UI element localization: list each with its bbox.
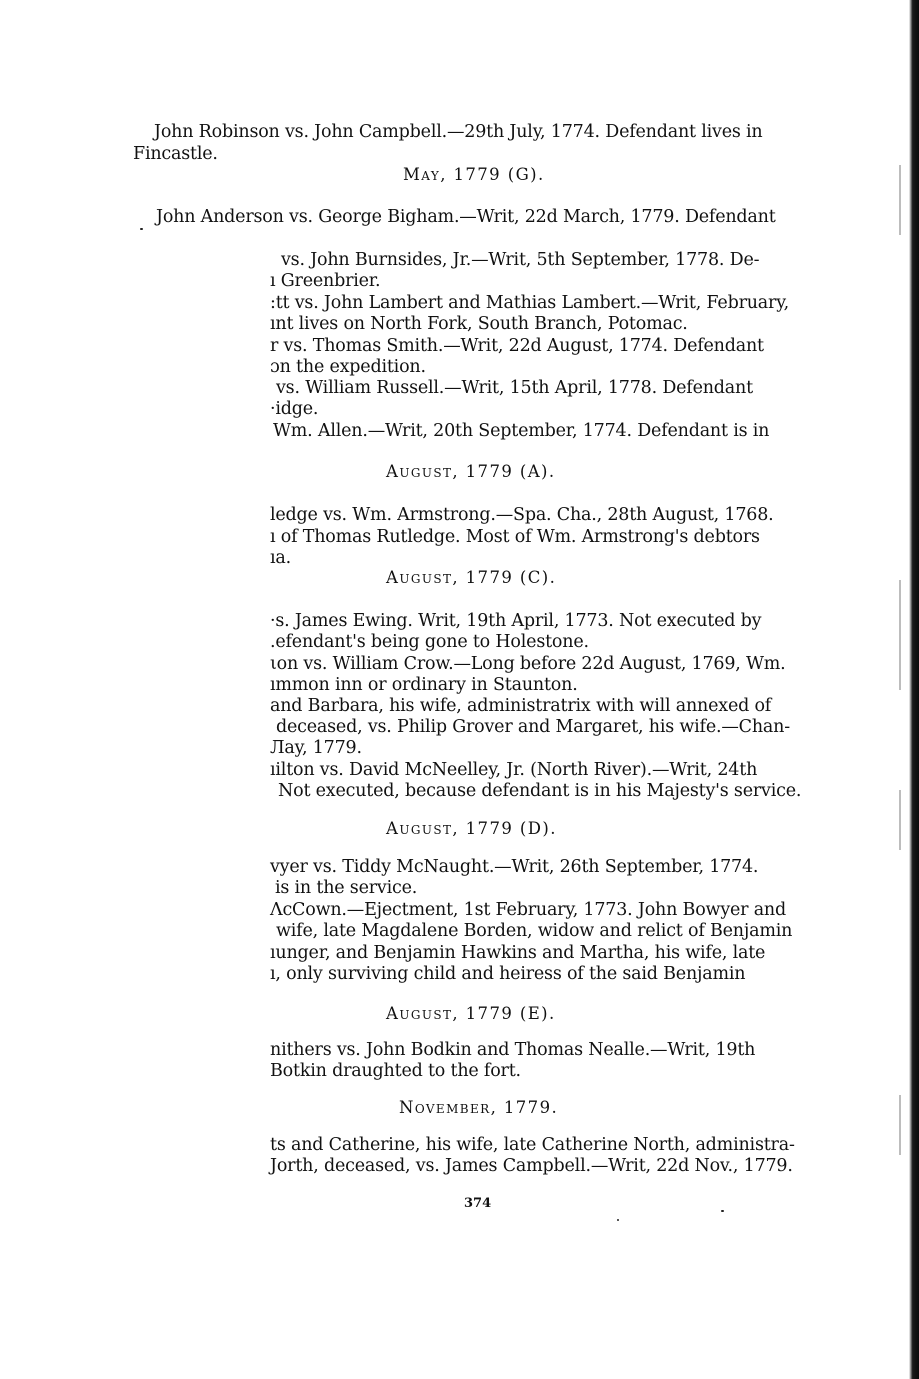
text-line: ɔn the expedition. [270,357,426,377]
text-line: ·s. James Ewing. Writ, 19th April, 1773. Not executed by [270,611,762,631]
text-line: vyer vs. Tiddy McNaught.—Writ, 26th September, 1774. [270,857,759,877]
text-line: r vs. Thomas Smith.—Writ, 22d August, 1774. Defendant [270,336,764,356]
heading-month: August [386,568,453,587]
text-line: vs. John Burnsides, Jr.—Writ, 5th September, 1778. De- [281,250,760,270]
heading-rest: , 1779 (G). [440,165,545,184]
ink-speck [617,1219,619,1221]
text-line: Botkin draughted to the fort. [270,1061,521,1081]
text-line: ıilton vs. David McNeelley, Jr. (North River).—Writ, 24th [270,760,758,780]
text-line: Fincastle. [133,144,218,164]
heading-rest: , 1779 (E). [452,1004,556,1023]
edge-mark [899,165,901,235]
edge-mark [899,580,901,690]
text-line: ·idge. [270,399,319,419]
ink-speck [140,228,143,230]
section-heading [386,818,557,840]
heading-rest: , 1779 (A). [452,462,556,481]
text-line: ΛcCown.—Ejectment, 1st February, 1773. John Bowyer and [270,900,786,920]
heading-month: May [403,165,441,184]
text-line: :tt vs. John Lambert and Mathias Lambert.—Writ, February, [270,293,789,313]
text-line: John Robinson vs. John Campbell.—29th July, 1774. Defendant lives in [154,122,763,142]
text-line: nithers vs. John Bodkin and Thomas Nealle.—Writ, 19th [270,1040,756,1060]
text-line: is in the service. [275,878,418,898]
heading-rest: , 1779 (D). [452,819,557,838]
edge-mark [899,1095,901,1155]
page-number: 374 [464,1196,492,1211]
section-heading [399,1097,558,1119]
text-line: John Anderson vs. George Bigham.—Writ, 22d March, 1779. Defendant [156,207,776,227]
text-line: ı, only surviving child and heiress of the said Benjamin [270,964,746,984]
text-line: Лay, 1779. [270,738,362,758]
text-line: and Barbara, his wife, administratrix with will annexed of [270,696,772,716]
text-line: ınt lives on North Fork, South Branch, Potomac. [270,314,688,334]
text-line: ιon vs. William Crow.—Long before 22d August, 1769, Wm. [270,654,786,674]
section-heading [386,567,556,589]
section-heading [386,1003,556,1025]
heading-month: August [386,1004,453,1023]
heading-month: November [399,1098,491,1117]
text-line: ıa. [270,548,291,568]
heading-rest: , 1779 (C). [452,568,557,587]
text-line: Jorth, deceased, vs. James Campbell.—Writ, 22d Nov., 1779. [270,1156,793,1176]
text-line: ı of Thomas Rutledge. Most of Wm. Armstrong's debtors [270,527,760,547]
heading-month: August [386,462,453,481]
text-line: .efendant's being gone to Holestone. [270,632,589,652]
heading-month: August [386,819,453,838]
edge-mark [899,790,901,850]
text-line: ı Greenbrier. [270,271,381,291]
text-line: ıunger, and Benjamin Hawkins and Martha, his wife, late [270,943,766,963]
text-line: Wm. Allen.—Writ, 20th September, 1774. Defendant is in [273,421,770,441]
text-line: Not executed, because defendant is in his Majesty's service. [278,781,802,801]
page-edge-shadow [909,0,919,1379]
ink-speck [721,1210,724,1212]
text-line: wife, late Magdalene Borden, widow and relict of Benjamin [276,921,793,941]
text-line: ledge vs. Wm. Armstrong.—Spa. Cha., 28th August, 1768. [270,505,774,525]
text-line: deceased, vs. Philip Grover and Margaret, his wife.—Chan- [276,717,790,737]
section-heading [403,164,545,186]
heading-rest: , 1779. [490,1098,559,1117]
text-line: ts and Catherine, his wife, late Catherine North, administra- [270,1135,795,1155]
section-heading [386,461,556,483]
text-line: ımmon inn or ordinary in Staunton. [270,675,578,695]
text-line: vs. William Russell.—Writ, 15th April, 1778. Defendant [276,378,753,398]
